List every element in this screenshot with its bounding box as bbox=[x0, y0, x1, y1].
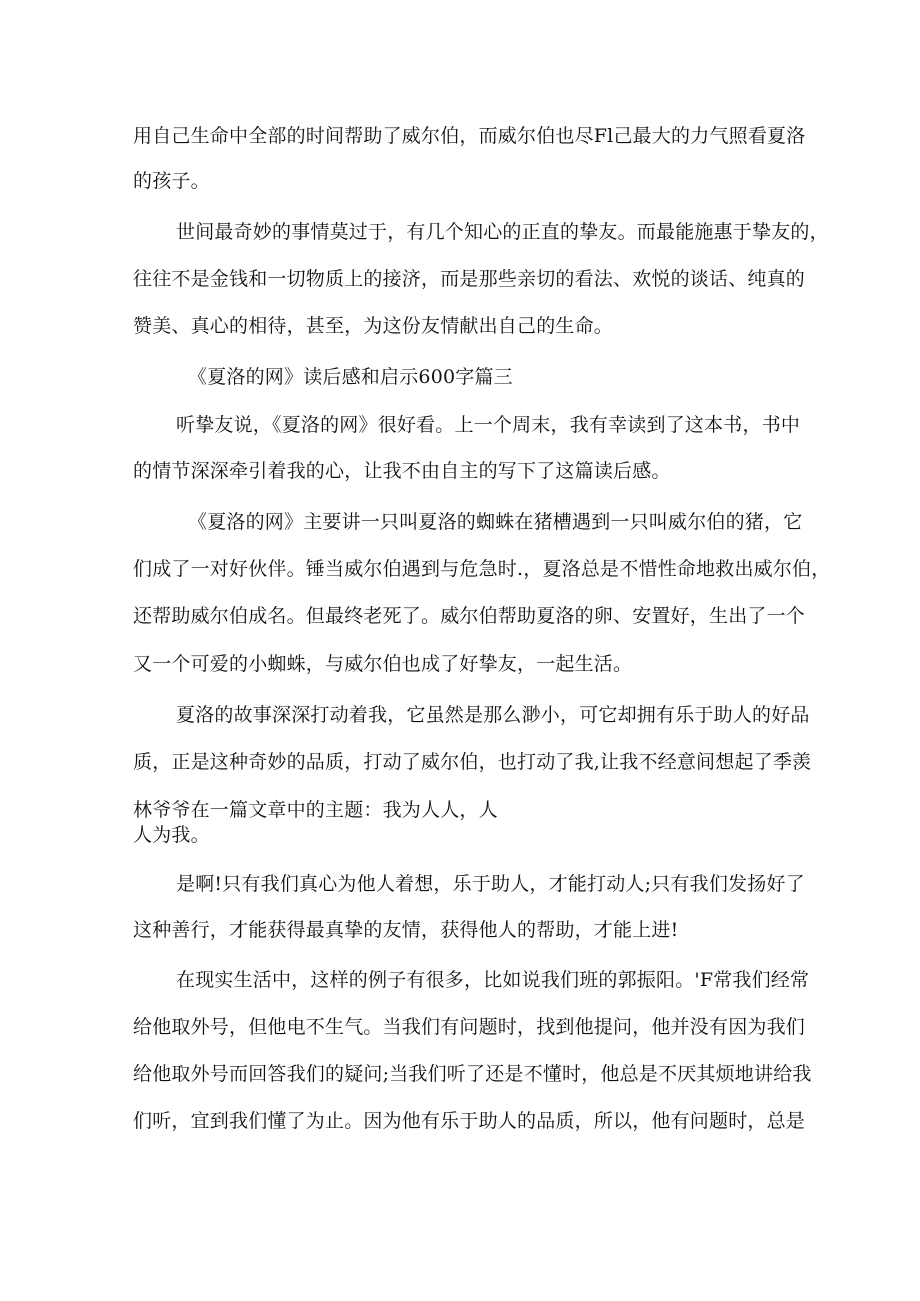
text-line: 给他取外号而回答我们的疑问;当我们听了还是不懂时，他总是不厌其烦地讲给我 bbox=[133, 1063, 812, 1085]
text-line: 们听，宜到我们懂了为止。因为他有乐于助人的品质，所以，他有问题时，总是 bbox=[133, 1110, 806, 1132]
text-line: 还帮助威尔伯成名。但最终老死了。威尔伯帮助夏洛的卵、安置好，生出了一个 bbox=[133, 605, 806, 627]
text-line: 人为我。 bbox=[133, 824, 210, 846]
paragraph-start-line: 在现实生活中，这样的例子有很多，比如说我们班的郭振阳。'F常我们经常 bbox=[176, 969, 810, 991]
text-line: 用自己生命中全部的时间帮助了威尔伯，而威尔伯也尽Fl己最大的力气照看夏洛 bbox=[133, 125, 806, 147]
text-line: 给他取外号，但他电不生气。当我们有问题时，找到他提问，他并没有因为我们 bbox=[133, 1016, 806, 1038]
paragraph-start-line: 世间最奇妙的事情莫过于，有几个知心的正直的挚友。而最能施惠于挚友的， bbox=[176, 221, 829, 243]
text-line: 往往不是金钱和一切物质上的接济，而是那些亲切的看法、欢悦的谈话、纯真的 bbox=[133, 268, 806, 290]
paragraph-start-line: 夏洛的故事深深打动着我，它虽然是那么渺小，可它却拥有乐于助人的好品 bbox=[176, 704, 810, 726]
paragraph-start-line: 是啊!只有我们真心为他人着想，乐于助人，才能打动人;只有我们发扬好了 bbox=[176, 873, 805, 895]
text-line: 又一个可爱的小蜘蛛，与威尔伯也成了好挚友，一起生活。 bbox=[133, 653, 633, 675]
text-line: 林爷爷在一篇文章中的主题：我为人人，人 bbox=[133, 799, 498, 821]
text-line: 的孩子。 bbox=[133, 170, 210, 192]
text-line: 赞美、真心的相待，甚至，为这份友情献出自己的生命。 bbox=[133, 315, 614, 337]
section-heading: 《夏洛的网》读后感和启示600字篇三 bbox=[188, 366, 513, 388]
paragraph-start-line: 《夏洛的网》主要讲一只叫夏洛的蜘蛛在猪槽遇到一只叫威尔伯的猪，它 bbox=[188, 511, 803, 533]
text-line: 们成了一对好伙伴。锤当威尔伯遇到与危急时.，夏洛总是不惜性命地救出威尔伯， bbox=[133, 558, 831, 580]
text-line: 这种善行，才能获得最真挚的友情，获得他人的帮助，才能上进! bbox=[133, 919, 679, 941]
text-line: 质，正是这种奇妙的品质，打动了威尔伯，也打动了我,让我不经意间想起了季羡 bbox=[133, 751, 812, 773]
text-line: 的情节深深牵引着我的心，让我不由自主的写下了这篇读后感。 bbox=[133, 460, 671, 482]
paragraph-start-line: 听挚友说，《夏洛的网》很好看。上一个周末，我有幸读到了这本书，书中 bbox=[176, 414, 801, 436]
